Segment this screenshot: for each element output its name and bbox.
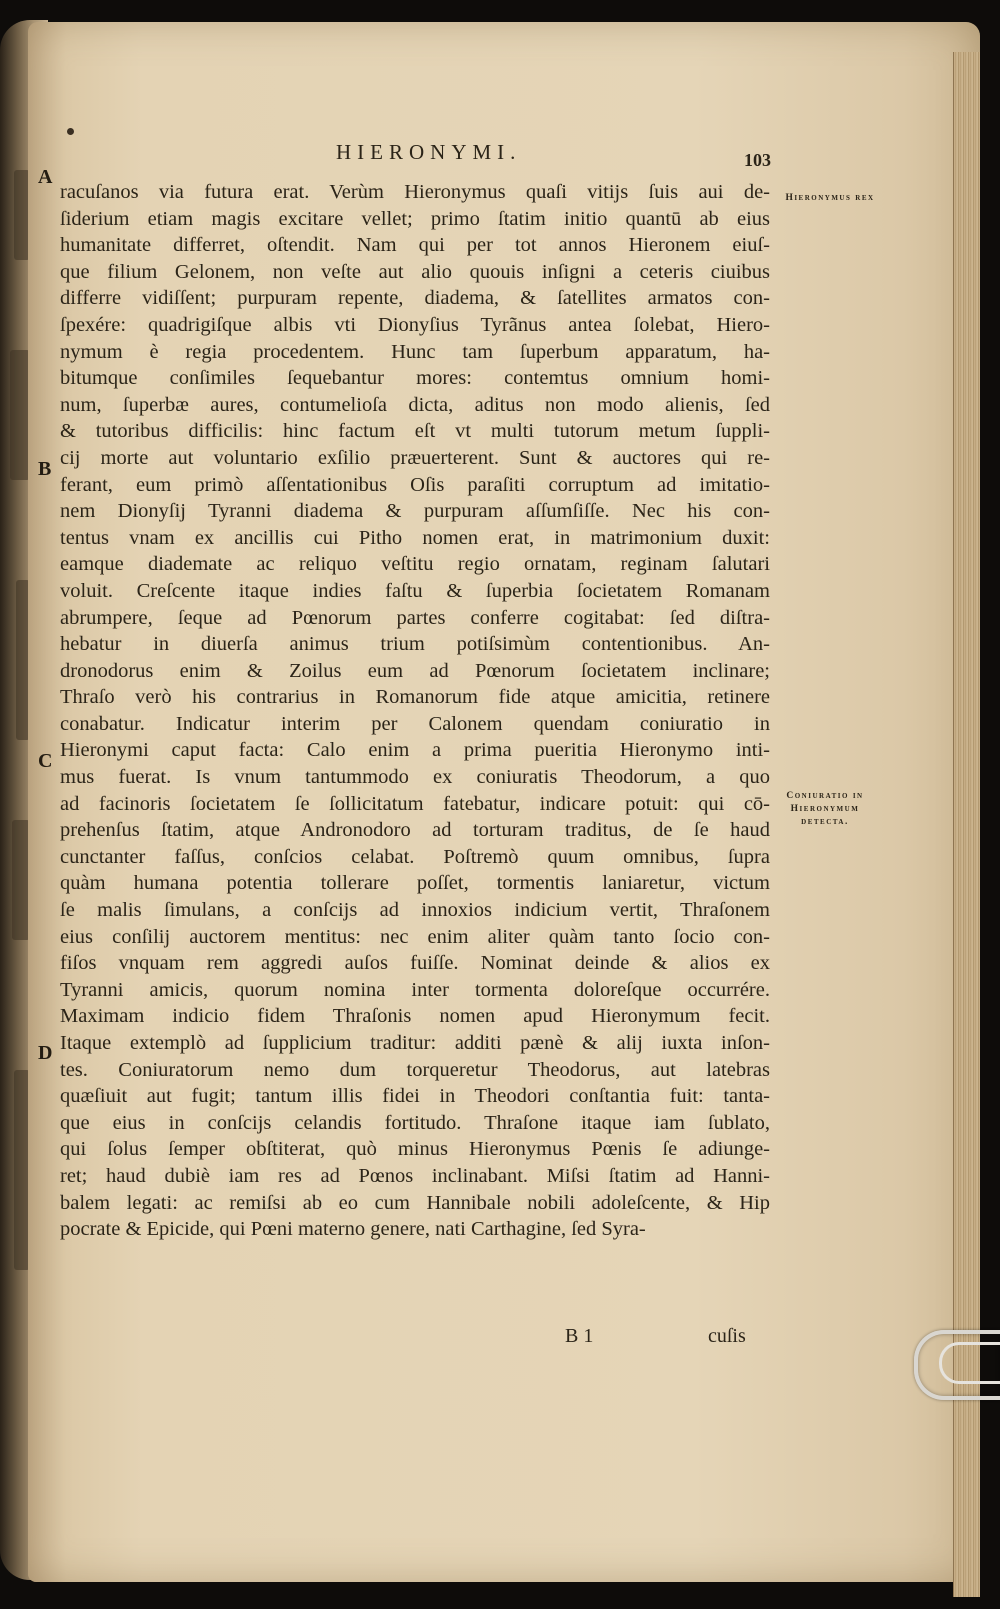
text-line: ad facinoris ſocietatem ſe ſollicitatum fatebatur, indicare potuit: qui cō- xyxy=(60,792,770,815)
body-text xyxy=(60,179,770,1243)
text-line: ret; haud dubiè iam res ad Pœnos inclinabant. Miſsi ſtatim ad Hanni- xyxy=(60,1164,770,1187)
text-line: que eius in conſcijs celandis fortitudo. Thraſone itaque iam ſublato, xyxy=(60,1111,770,1134)
text-line: Itaque extemplò ad ſupplicium traditur: additi pænè & alij iuxta inſon- xyxy=(60,1032,770,1054)
text-line: differre vidiſſent; purpuram repente, diadema, & ſatellites armatos con- xyxy=(60,287,770,310)
text-line: nymum è regia procedentem. Hunc tam ſuperbum apparatum, ha- xyxy=(60,340,770,363)
running-head: HIERONYMI. xyxy=(336,140,522,164)
section-letter-b: B xyxy=(38,458,52,480)
text-line: Tyranni amicis, quorum nomina inter tormenta doloreſque occurrére. xyxy=(60,978,770,1001)
section-letter-a: A xyxy=(38,166,53,188)
section-letter-c: C xyxy=(38,750,53,772)
paper-clip-inner xyxy=(939,1342,1000,1384)
page-number: 103 xyxy=(744,150,771,170)
text-line: ſpexére: quadrigiſque albis vti Dionyſius Tyrãnus antea ſolebat, Hiero- xyxy=(60,313,770,336)
text-line: voluit. Creſcente itaque indies faſtu & ſuperbia ſocietatem Romanam xyxy=(60,579,770,602)
text-line: num, ſuperbæ aures, contumelioſa dicta, aditus non modo alienis, ſed xyxy=(60,393,770,416)
catchword: cuſis xyxy=(708,1325,746,1347)
spine-stain xyxy=(10,350,30,480)
text-line: cunctanter faſſus, conſcios celabat. Poſtremò quum omnibus, ſupra xyxy=(60,845,770,868)
text-line: humanitate differret, oſtendit. Nam qui per tot annos Hieronem eiuſ- xyxy=(60,234,770,257)
section-letter-d: D xyxy=(38,1042,53,1064)
marginal-note-rex: Hieronymus rex xyxy=(785,193,875,203)
text-line: nem Dionyſij Tyranni diadema & purpuram aſſumſiſſe. Nec his con- xyxy=(60,500,770,523)
text-line: quàm humana potentia tollerare poſſet, tormentis laniaretur, victum xyxy=(60,872,770,895)
text-line: Maximam indicio fidem Thraſonis nomen apud Hieronymum fecit. xyxy=(60,1005,770,1028)
text-line: tes. Coniuratorum nemo dum torqueretur Theodorus, aut latebras xyxy=(60,1058,770,1081)
text-line: hebatur in diuerſa animus trium potiſsimùm contentionibus. An- xyxy=(60,633,770,656)
text-line: eamque diademate ac reliquo veſtitu regio ornatam, reginam ſalutari xyxy=(60,553,770,576)
text-line: cij morte aut voluntario exſilio præuerterent. Sunt & auctores qui re- xyxy=(60,446,770,469)
text-line: Hieronymi caput facta: Calo enim a prima pueritia Hieronymo inti- xyxy=(60,739,770,762)
text-line: eius conſilij auctorem mentitus: nec enim aliter quàm tanto ſocio con- xyxy=(60,925,770,948)
text-line: Thraſo verò his contrarius in Romanorum fide atque amicitia, retinere xyxy=(60,686,770,709)
text-line: abrumpere, ſeque ad Pœnorum partes conferre cogitabat: ſed diſtra- xyxy=(60,606,770,629)
text-line: ferant, eum primò aſſentationibus Oſis paraſiti corruptum ad imitatio- xyxy=(60,473,770,496)
text-line: & tutoribus difficilis: hinc factum eſt vt multi tutorum metum ſuppli- xyxy=(60,420,770,443)
text-line: quæſiuit aut fugit; tantum illis fidei in Theodori conſtantia fuit: tanta- xyxy=(60,1085,770,1108)
text-line: que filium Gelonem, non veſte aut alio quouis inſigni a ceteris ciuibus xyxy=(60,260,770,283)
signature-mark: B 1 xyxy=(565,1325,594,1347)
text-line: conabatur. Indicatur interim per Calonem quendam coniuratio in xyxy=(60,712,770,735)
ink-dot xyxy=(67,128,74,135)
marginal-note-coniuratio: Coniuratio in Hieronymum detecta. xyxy=(786,791,864,827)
text-line: prehenſus ſtatim, atque Andronodoro ad torturam traditus, de ſe haud xyxy=(60,819,770,842)
text-line: bitumque conſimiles ſequebantur mores: contemtus omnium homi- xyxy=(60,367,770,390)
text-line: dronodorus enim & Zoilus eum ad Pœnorum ſocietatem inclinare; xyxy=(60,659,770,682)
text-line: qui ſolus ſemper obſtiterat, quò minus Hieronymus Pœnis ſe adiunge- xyxy=(60,1138,770,1161)
text-line: tentus vnam ex ancillis cui Pitho nomen erat, in matrimonium duxit: xyxy=(60,526,770,549)
text-line: mus fuerat. Is vnum tantummodo ex coniuratis Theodorum, a quo xyxy=(60,766,770,789)
text-line: ſiderium etiam magis excitare vellet; primo ſtatim initio quantū ab eius xyxy=(60,207,770,230)
text-line: balem legati: ac remiſsi ab eo cum Hannibale nobili adoleſcente, & Hip xyxy=(60,1191,770,1214)
text-line: pocrate & Epicide, qui Pœni materno genere, nati Carthagine, ſed Syra- xyxy=(60,1218,646,1241)
text-line: fiſos vnquam rem aggredi auſos fuiſſe. Nominat deinde & alios ex xyxy=(60,952,770,975)
text-line: ſe malis ſimulans, a conſcijs ad innoxios indicium vertit, Thraſonem xyxy=(60,899,770,922)
text-line: racuſanos via futura erat. Verùm Hieronymus quaſi vitijs ſuis aui de- xyxy=(60,181,770,203)
